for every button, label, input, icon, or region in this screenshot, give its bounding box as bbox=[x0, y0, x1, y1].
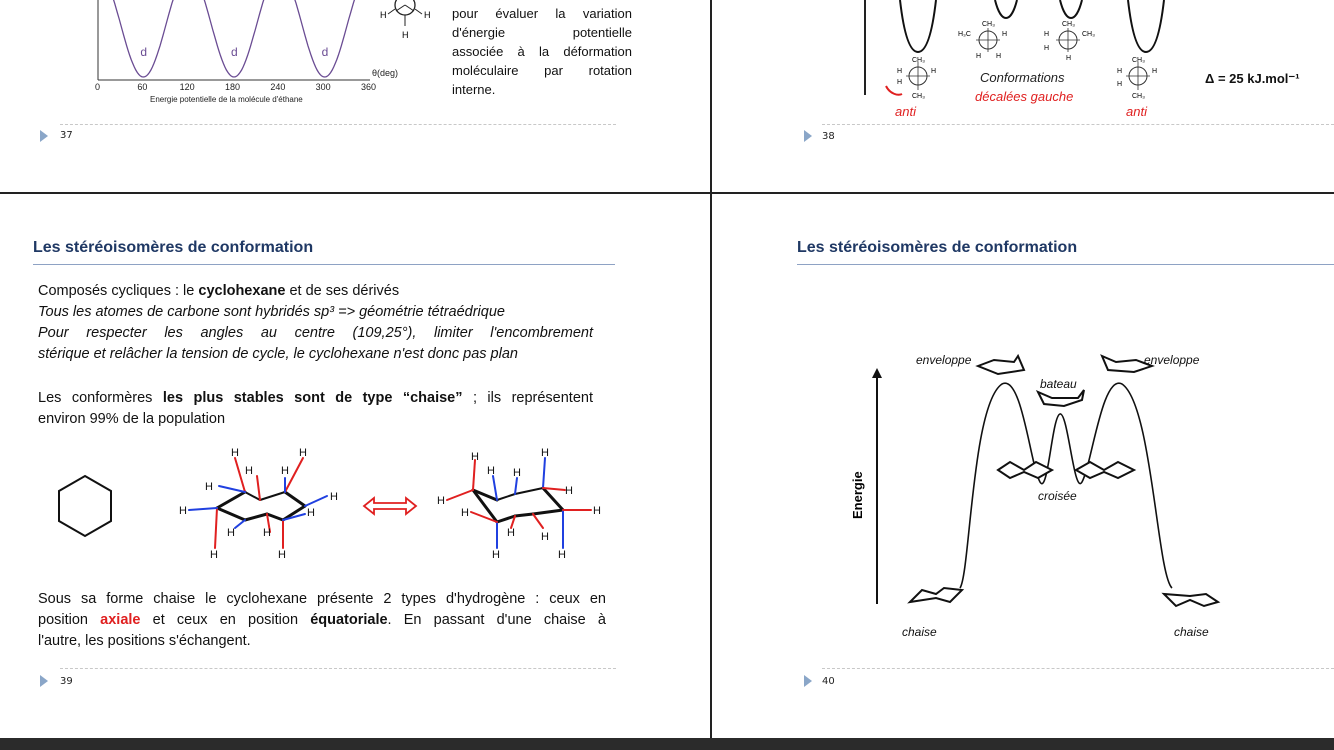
text: et de ses dérivés bbox=[285, 283, 400, 299]
newman-h-label: H bbox=[380, 10, 387, 20]
enveloppe-label: enveloppe bbox=[916, 353, 972, 367]
ch3-label: CH₃ bbox=[912, 93, 925, 100]
h-atom: H bbox=[278, 549, 286, 561]
newman-gauche-2 bbox=[1044, 21, 1095, 62]
equilibrium-arrow-icon bbox=[362, 494, 418, 518]
axis-line bbox=[864, 0, 866, 95]
h-label: H bbox=[1044, 45, 1050, 52]
paragraph-3a: Pour respecter les angles au centre (109,25°), limiter l'encombrement bbox=[38, 325, 593, 341]
text-bold: les plus stables sont de type “chaise” bbox=[162, 390, 463, 406]
h-atom: H bbox=[179, 505, 187, 517]
h-atom: H bbox=[227, 527, 235, 539]
h-label: H bbox=[1066, 55, 1072, 62]
footer-rule bbox=[822, 668, 1334, 669]
h-atom: H bbox=[281, 465, 289, 477]
x-tick-label: 300 bbox=[315, 82, 331, 92]
ch3-label: CH₃ bbox=[1132, 93, 1145, 100]
h-atom: H bbox=[205, 481, 213, 493]
h-label: H bbox=[897, 68, 903, 75]
h-atom: H bbox=[541, 531, 549, 543]
x-unit-label: θ(deg) bbox=[372, 68, 399, 78]
chart-caption: Energie potentielle de la molécule d'éthane bbox=[150, 95, 303, 104]
equatorial-text: équatoriale bbox=[310, 612, 388, 628]
page-marker-icon bbox=[40, 675, 48, 687]
newman-gauche-1 bbox=[958, 21, 1007, 60]
bateau-label: bateau bbox=[1040, 377, 1077, 391]
delta-energy: Δ = 25 kJ.mol⁻¹ bbox=[1205, 71, 1300, 86]
x-tick-label: 360 bbox=[361, 82, 377, 92]
h-atom: H bbox=[593, 505, 601, 517]
footer-rule bbox=[60, 668, 616, 669]
slide-title: Les stéréoisomères de conformation bbox=[797, 239, 1078, 256]
newman-h-label: H bbox=[402, 30, 409, 40]
page-marker-icon bbox=[804, 130, 812, 142]
newman-anti-right bbox=[1117, 57, 1157, 100]
slide-title: Les stéréoisomères de conformation bbox=[33, 239, 314, 256]
h-label: H bbox=[897, 79, 903, 86]
paragraph-4b: environ 99% de la population bbox=[38, 411, 226, 427]
text: . En passant d'une chaise à bbox=[387, 612, 606, 628]
axial-text: axiale bbox=[100, 612, 141, 628]
text-line: d'énergie potentielle bbox=[452, 25, 632, 40]
chaise-label: chaise bbox=[902, 625, 937, 639]
title-rule bbox=[33, 264, 615, 265]
footer-rule bbox=[60, 124, 616, 125]
chair-conformation-1 bbox=[175, 444, 350, 564]
h-atom: H bbox=[558, 549, 566, 561]
text-line: pour évaluer la variation bbox=[452, 6, 632, 21]
text: Composés cycliques : le bbox=[38, 283, 199, 299]
text: Les conformères bbox=[38, 390, 163, 406]
h-atom: H bbox=[307, 507, 315, 519]
h-atom: H bbox=[437, 495, 445, 507]
text: position bbox=[38, 612, 101, 628]
chaise-label: chaise bbox=[1174, 625, 1209, 639]
page-marker-icon bbox=[804, 675, 812, 687]
anti-label: anti bbox=[895, 104, 916, 119]
croisee-label: croisée bbox=[1038, 489, 1077, 503]
page-marker-icon bbox=[40, 130, 48, 142]
slide-37-text bbox=[452, 4, 632, 99]
minimum-label: d bbox=[321, 45, 329, 59]
ch3-label: CH₃ bbox=[982, 21, 995, 28]
h-label: H bbox=[1002, 31, 1008, 38]
slide-38 bbox=[712, 0, 1334, 190]
h-atom: H bbox=[245, 465, 253, 477]
ch3-label: CH₃ bbox=[1062, 21, 1075, 28]
h-atom: H bbox=[487, 465, 495, 477]
newman-h-label: H bbox=[424, 10, 431, 20]
enveloppe-label: enveloppe bbox=[1144, 353, 1200, 367]
ch3-label: CH₃ bbox=[1082, 31, 1095, 38]
energy-curve bbox=[113, 0, 355, 77]
x-tick-label: 60 bbox=[137, 82, 148, 92]
h-atom: H bbox=[565, 485, 573, 497]
ch3-label: CH₃ bbox=[912, 57, 925, 64]
paragraph-1 bbox=[38, 281, 598, 301]
bottom-bar bbox=[0, 738, 1334, 750]
newman-projection-fragment bbox=[378, 0, 438, 42]
paragraph-5c: l'autre, les positions s'échangent. bbox=[38, 633, 251, 649]
h-label: H bbox=[1152, 68, 1158, 75]
slide-39 bbox=[0, 194, 708, 738]
hexagon-icon bbox=[50, 471, 120, 541]
text: ; ils représentent bbox=[462, 390, 593, 406]
text-bold: cyclohexane bbox=[198, 283, 286, 299]
energy-axis-label: Energie bbox=[850, 471, 865, 519]
text-line: interne. bbox=[452, 82, 496, 97]
h-atom: H bbox=[507, 527, 515, 539]
h-atom: H bbox=[299, 447, 307, 459]
h-atom: H bbox=[210, 549, 218, 561]
slide-37 bbox=[0, 0, 708, 190]
h3c-label: H₃C bbox=[958, 31, 971, 38]
conformation-energy-curves bbox=[872, 0, 1332, 125]
paragraph-5a: Sous sa forme chaise le cyclohexane présente 2 types d'hydrogène : ceux en bbox=[38, 591, 606, 607]
h-atom: H bbox=[263, 527, 271, 539]
footer-rule bbox=[822, 124, 1334, 125]
page-number: 38 bbox=[822, 131, 835, 142]
h-atom: H bbox=[231, 447, 239, 459]
text: et ceux en position bbox=[140, 612, 311, 628]
minimum-label: d bbox=[231, 45, 238, 59]
page-number: 37 bbox=[60, 130, 73, 141]
newman-anti-left bbox=[886, 57, 936, 100]
title-rule bbox=[797, 264, 1334, 265]
h-atom: H bbox=[541, 447, 549, 459]
paragraph-5b bbox=[38, 610, 606, 630]
gauche-label: décalées gauche bbox=[975, 89, 1074, 104]
x-tick-label: 180 bbox=[225, 82, 241, 92]
text-line: associée à la déformation bbox=[452, 44, 632, 59]
paragraph-4 bbox=[38, 388, 593, 408]
h-label: H bbox=[976, 53, 982, 60]
paragraph-2: Tous les atomes de carbone sont hybridés sp³ => géométrie tétraédrique bbox=[38, 304, 505, 320]
h-atom: H bbox=[492, 549, 500, 561]
chair-conformation-2 bbox=[435, 444, 610, 564]
ethane-energy-chart bbox=[80, 0, 510, 115]
cyclohexane-energy-diagram bbox=[812, 344, 1332, 664]
page-number: 39 bbox=[60, 676, 73, 687]
h-label: H bbox=[1117, 68, 1123, 75]
h-atom: H bbox=[330, 491, 338, 503]
ch3-label: CH₃ bbox=[1132, 57, 1145, 64]
slide-40 bbox=[712, 194, 1334, 738]
anti-label: anti bbox=[1126, 104, 1147, 119]
paragraph-3b: stérique et relâcher la tension de cycle, le cyclohexane n'est donc pas plan bbox=[38, 346, 518, 362]
h-label: H bbox=[996, 53, 1002, 60]
h-atom: H bbox=[471, 451, 479, 463]
h-atom: H bbox=[513, 467, 521, 479]
h-atom: H bbox=[461, 507, 469, 519]
page-number: 40 bbox=[822, 676, 835, 687]
conformations-label: Conformations bbox=[980, 70, 1065, 85]
minimum-label: d bbox=[140, 45, 148, 59]
text-line: moléculaire par rotation bbox=[452, 63, 632, 78]
x-tick-label: 120 bbox=[179, 82, 195, 92]
x-tick-label: 0 bbox=[95, 82, 101, 92]
h-label: H bbox=[931, 68, 937, 75]
h-label: H bbox=[1044, 31, 1050, 38]
x-tick-label: 240 bbox=[270, 82, 286, 92]
h-label: H bbox=[1117, 81, 1123, 88]
